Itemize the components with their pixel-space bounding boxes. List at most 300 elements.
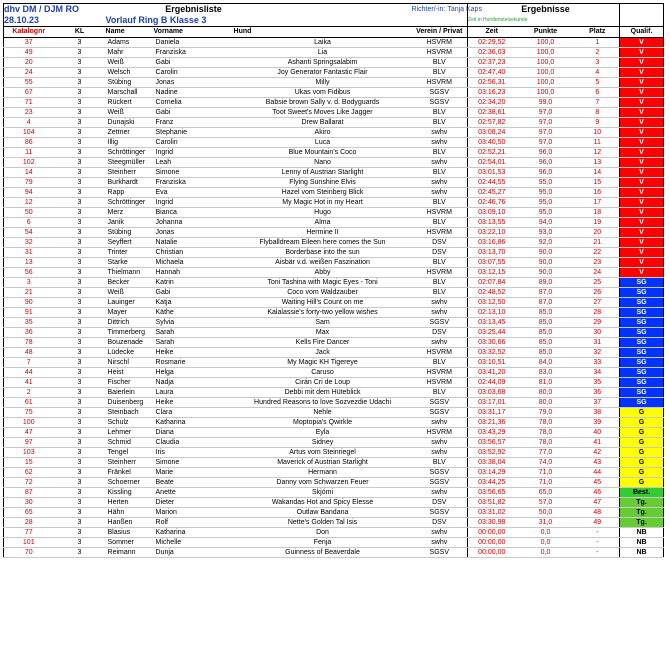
qualification-badge: SG bbox=[620, 278, 664, 288]
time-cell: 03:43,29 bbox=[468, 428, 516, 438]
class-cell: 3 bbox=[54, 408, 106, 418]
table-row bbox=[4, 378, 664, 388]
club-cell: BLV bbox=[412, 148, 468, 158]
dog-name: My Magic KH Tigereye bbox=[234, 358, 412, 368]
time-cell: 02:54,01 bbox=[468, 158, 516, 168]
time-cell: 02:46,76 bbox=[468, 198, 516, 208]
points-cell: 85,0 bbox=[516, 318, 576, 328]
time-cell: 03:52,92 bbox=[468, 448, 516, 458]
time-cell: 02:07,84 bbox=[468, 278, 516, 288]
qualification-badge: G bbox=[620, 448, 664, 458]
col-platz: Platz bbox=[576, 27, 620, 38]
time-cell: 03:25,44 bbox=[468, 328, 516, 338]
qualification-badge: V bbox=[620, 248, 664, 258]
class-cell: 3 bbox=[54, 358, 106, 368]
first-name: Nadja bbox=[154, 378, 234, 388]
catalog-number: 4 bbox=[4, 118, 54, 128]
time-cell: 03:56,57 bbox=[468, 438, 516, 448]
points-cell: 97,0 bbox=[516, 108, 576, 118]
time-cell: 03:14,29 bbox=[468, 468, 516, 478]
club-cell: swhv bbox=[412, 438, 468, 448]
qualification-badge: V bbox=[620, 188, 664, 198]
points-cell: 65,0 bbox=[516, 488, 576, 498]
table-row bbox=[4, 268, 664, 278]
qualification-badge: G bbox=[620, 438, 664, 448]
time-cell: 03:12,15 bbox=[468, 268, 516, 278]
qualification-badge: V bbox=[620, 118, 664, 128]
place-cell: 24 bbox=[576, 268, 620, 278]
dog-name: Jack bbox=[234, 348, 412, 358]
dog-name: Sidney bbox=[234, 438, 412, 448]
time-cell: 03:08,24 bbox=[468, 128, 516, 138]
dog-name: Sam bbox=[234, 318, 412, 328]
first-name: Michelle bbox=[154, 538, 234, 548]
table-row bbox=[4, 408, 664, 418]
time-cell: 00:00,00 bbox=[468, 538, 516, 548]
table-row bbox=[4, 118, 664, 128]
club-cell: swhv bbox=[412, 178, 468, 188]
col-name: Name bbox=[106, 27, 154, 38]
club-cell: SGSV bbox=[412, 398, 468, 408]
place-cell: - bbox=[576, 548, 620, 558]
place-cell: 5 bbox=[576, 78, 620, 88]
last-name: Seyffert bbox=[106, 238, 154, 248]
points-cell: 87,0 bbox=[516, 288, 576, 298]
class-cell: 3 bbox=[54, 118, 106, 128]
points-cell: 31,0 bbox=[516, 518, 576, 528]
place-cell: 42 bbox=[576, 448, 620, 458]
place-cell: 48 bbox=[576, 508, 620, 518]
catalog-number: 3 bbox=[4, 278, 54, 288]
last-name: Steinbach bbox=[106, 408, 154, 418]
dog-name: Babsie brown Sally v. d. Bodyguards bbox=[234, 98, 412, 108]
first-name: Ingrid bbox=[154, 198, 234, 208]
time-cell: 03:07,55 bbox=[468, 258, 516, 268]
catalog-number: 54 bbox=[4, 228, 54, 238]
catalog-number: 6 bbox=[4, 218, 54, 228]
dog-name: Artus vom Steinriegel bbox=[234, 448, 412, 458]
class-cell: 3 bbox=[54, 178, 106, 188]
last-name: Sommer bbox=[106, 538, 154, 548]
club-cell: HSVRM bbox=[412, 228, 468, 238]
place-cell: 45 bbox=[576, 478, 620, 488]
time-cell: 03:44,25 bbox=[468, 478, 516, 488]
time-cell: 03:32,52 bbox=[468, 348, 516, 358]
class-cell: 3 bbox=[54, 538, 106, 548]
first-name: Gabi bbox=[154, 58, 234, 68]
first-name: Gabi bbox=[154, 108, 234, 118]
table-row bbox=[4, 208, 664, 218]
event-date: 28.10.23 bbox=[4, 15, 106, 27]
first-name: Heike bbox=[154, 398, 234, 408]
last-name: Nirschl bbox=[106, 358, 154, 368]
place-cell: 11 bbox=[576, 138, 620, 148]
table-row bbox=[4, 168, 664, 178]
table-row bbox=[4, 88, 664, 98]
col-vorname: Vorname bbox=[154, 27, 234, 38]
qualification-badge: V bbox=[620, 178, 664, 188]
place-cell: 47 bbox=[576, 498, 620, 508]
dog-name: Joy Generator Fantastic Flair bbox=[234, 68, 412, 78]
class-cell: 3 bbox=[54, 68, 106, 78]
time-cell: 02:48,52 bbox=[468, 288, 516, 298]
club-cell: BLV bbox=[412, 278, 468, 288]
catalog-number: 28 bbox=[4, 518, 54, 528]
dog-name: Caruso bbox=[234, 368, 412, 378]
qualification-badge: V bbox=[620, 198, 664, 208]
points-cell: 71,0 bbox=[516, 468, 576, 478]
qualification-badge: SG bbox=[620, 388, 664, 398]
last-name: Baierlein bbox=[106, 388, 154, 398]
last-name: Fränkel bbox=[106, 468, 154, 478]
first-name: Gabi bbox=[154, 288, 234, 298]
points-cell: 96,0 bbox=[516, 148, 576, 158]
table-row bbox=[4, 188, 664, 198]
first-name: Rolf bbox=[154, 518, 234, 528]
last-name: Merz bbox=[106, 208, 154, 218]
place-cell: 43 bbox=[576, 458, 620, 468]
qualification-badge: SG bbox=[620, 368, 664, 378]
time-cell: 03:30,98 bbox=[468, 518, 516, 528]
points-cell: 89,0 bbox=[516, 278, 576, 288]
place-cell: 20 bbox=[576, 228, 620, 238]
time-cell: 03:13,55 bbox=[468, 218, 516, 228]
catalog-number: 102 bbox=[4, 158, 54, 168]
table-row bbox=[4, 108, 664, 118]
table-row bbox=[4, 158, 664, 168]
club-cell: BLV bbox=[412, 68, 468, 78]
points-cell: 93,0 bbox=[516, 228, 576, 238]
dog-name: Abby bbox=[234, 268, 412, 278]
place-cell: 3 bbox=[576, 58, 620, 68]
time-cell: 03:13,70 bbox=[468, 248, 516, 258]
club-cell: HSVRM bbox=[412, 48, 468, 58]
table-row bbox=[4, 358, 664, 368]
last-name: Mayer bbox=[106, 308, 154, 318]
club-cell: swhv bbox=[412, 418, 468, 428]
points-cell: 80,0 bbox=[516, 388, 576, 398]
points-cell: 90,0 bbox=[516, 268, 576, 278]
table-row bbox=[4, 78, 664, 88]
first-name: Natalie bbox=[154, 238, 234, 248]
qualification-badge: V bbox=[620, 218, 664, 228]
catalog-number: 62 bbox=[4, 468, 54, 478]
dog-name: Wakandas Hot and Spicy Elesse bbox=[234, 498, 412, 508]
first-name: Marion bbox=[154, 508, 234, 518]
qualification-badge: SG bbox=[620, 398, 664, 408]
first-name: Jonas bbox=[154, 78, 234, 88]
first-name: Katja bbox=[154, 298, 234, 308]
place-cell: 14 bbox=[576, 168, 620, 178]
dog-name: Guinness of Beaverdale bbox=[234, 548, 412, 558]
class-cell: 3 bbox=[54, 438, 106, 448]
table-row bbox=[4, 498, 664, 508]
time-cell: 03:51,82 bbox=[468, 498, 516, 508]
points-cell: 87,0 bbox=[516, 298, 576, 308]
col-zeit: Zeit bbox=[468, 27, 516, 38]
dog-name: Nehle bbox=[234, 408, 412, 418]
first-name: Bianca bbox=[154, 208, 234, 218]
col-qualif: Qualif. bbox=[620, 27, 664, 38]
qualification-badge: V bbox=[620, 78, 664, 88]
table-row bbox=[4, 538, 664, 548]
time-cell: 03:22,10 bbox=[468, 228, 516, 238]
class-cell: 3 bbox=[54, 188, 106, 198]
class-cell: 3 bbox=[54, 308, 106, 318]
club-cell: BLV bbox=[412, 258, 468, 268]
catalog-number: 101 bbox=[4, 538, 54, 548]
place-cell: 18 bbox=[576, 208, 620, 218]
first-name: Heike bbox=[154, 348, 234, 358]
qualification-badge: V bbox=[620, 38, 664, 48]
last-name: Lehmer bbox=[106, 428, 154, 438]
class-cell: 3 bbox=[54, 468, 106, 478]
catalog-number: 2 bbox=[4, 388, 54, 398]
dog-name: Borderbase into the sun bbox=[234, 248, 412, 258]
first-name: Sarah bbox=[154, 328, 234, 338]
first-name: Carolin bbox=[154, 68, 234, 78]
club-cell: SGSV bbox=[412, 88, 468, 98]
last-name: Schröttinger bbox=[106, 198, 154, 208]
dog-name: Akiro bbox=[234, 128, 412, 138]
dog-name: Alma bbox=[234, 218, 412, 228]
dog-name: Blue Mountain's Coco bbox=[234, 148, 412, 158]
club-cell: swhv bbox=[412, 128, 468, 138]
place-cell: 4 bbox=[576, 68, 620, 78]
table-row bbox=[4, 348, 664, 358]
place-cell: 36 bbox=[576, 388, 620, 398]
last-name: Marschall bbox=[106, 88, 154, 98]
dog-name: Max bbox=[234, 328, 412, 338]
class-cell: 3 bbox=[54, 238, 106, 248]
catalog-number: 32 bbox=[4, 238, 54, 248]
points-cell: 100,0 bbox=[516, 68, 576, 78]
time-cell: 03:40,50 bbox=[468, 138, 516, 148]
last-name: Steinherr bbox=[106, 168, 154, 178]
first-name: Iris bbox=[154, 448, 234, 458]
table-row bbox=[4, 228, 664, 238]
first-name: Eva bbox=[154, 188, 234, 198]
last-name: Dittrich bbox=[106, 318, 154, 328]
dog-name: Lenny of Austrian Starlight bbox=[234, 168, 412, 178]
last-name: Trinter bbox=[106, 248, 154, 258]
club-cell: HSVRM bbox=[412, 38, 468, 48]
table-row bbox=[4, 278, 664, 288]
first-name: Nadine bbox=[154, 88, 234, 98]
catalog-number: 61 bbox=[4, 398, 54, 408]
place-cell: 6 bbox=[576, 88, 620, 98]
place-cell: 28 bbox=[576, 308, 620, 318]
club-cell: DSV bbox=[412, 498, 468, 508]
class-cell: 3 bbox=[54, 388, 106, 398]
catalog-number: 47 bbox=[4, 428, 54, 438]
dog-name: Hermann bbox=[234, 468, 412, 478]
club-cell: swhv bbox=[412, 188, 468, 198]
qualification-badge: SG bbox=[620, 318, 664, 328]
table-row bbox=[4, 388, 664, 398]
time-cell: 03:01,53 bbox=[468, 168, 516, 178]
class-cell: 3 bbox=[54, 48, 106, 58]
class-cell: 3 bbox=[54, 78, 106, 88]
class-cell: 3 bbox=[54, 328, 106, 338]
dog-name: Hundred Reasons to love Sozvezdie Udachi bbox=[234, 398, 412, 408]
qualification-badge: V bbox=[620, 238, 664, 248]
first-name: Beate bbox=[154, 478, 234, 488]
time-cell: 02:37,23 bbox=[468, 58, 516, 68]
points-cell: 0,0 bbox=[516, 548, 576, 558]
last-name: Schröttinger bbox=[106, 148, 154, 158]
qualification-badge: SG bbox=[620, 288, 664, 298]
club-cell: HSVRM bbox=[412, 208, 468, 218]
first-name: Rosmarie bbox=[154, 358, 234, 368]
catalog-number: 72 bbox=[4, 478, 54, 488]
qualification-badge: V bbox=[620, 148, 664, 158]
qualification-badge: V bbox=[620, 168, 664, 178]
class-cell: 3 bbox=[54, 138, 106, 148]
first-name: Franziska bbox=[154, 178, 234, 188]
class-cell: 3 bbox=[54, 448, 106, 458]
catalog-number: 104 bbox=[4, 128, 54, 138]
catalog-number: 86 bbox=[4, 138, 54, 148]
place-cell: 49 bbox=[576, 518, 620, 528]
event-subtitle: Vorlauf Ring B Klasse 3 bbox=[106, 15, 412, 27]
club-cell: BLV bbox=[412, 108, 468, 118]
dog-name: Don bbox=[234, 528, 412, 538]
points-cell: 84,0 bbox=[516, 358, 576, 368]
points-cell: 85,0 bbox=[516, 348, 576, 358]
table-row bbox=[4, 138, 664, 148]
dog-name: Drew Ballarat bbox=[234, 118, 412, 128]
last-name: Burkhardt bbox=[106, 178, 154, 188]
place-cell: 33 bbox=[576, 358, 620, 368]
last-name: Kissling bbox=[106, 488, 154, 498]
first-name: Dunja bbox=[154, 548, 234, 558]
time-cell: 03:16,86 bbox=[468, 238, 516, 248]
time-cell: 03:13,45 bbox=[468, 318, 516, 328]
first-name: Sarah bbox=[154, 338, 234, 348]
dog-name: Toni Tashina with Magic Eyes - Toni bbox=[234, 278, 412, 288]
last-name: Bouzenade bbox=[106, 338, 154, 348]
qualification-badge: G bbox=[620, 408, 664, 418]
last-name: Lauinger bbox=[106, 298, 154, 308]
table-row bbox=[4, 128, 664, 138]
place-cell: 32 bbox=[576, 348, 620, 358]
dog-name: Kells Fire Dancer bbox=[234, 338, 412, 348]
dog-name: Nano bbox=[234, 158, 412, 168]
last-name: Herten bbox=[106, 498, 154, 508]
table-row bbox=[4, 338, 664, 348]
place-cell: 23 bbox=[576, 258, 620, 268]
place-cell: 17 bbox=[576, 198, 620, 208]
first-name: Christian bbox=[154, 248, 234, 258]
place-cell: 29 bbox=[576, 318, 620, 328]
dog-name: Toot Sweet's Moves Like Jagger bbox=[234, 108, 412, 118]
club-cell: BLV bbox=[412, 168, 468, 178]
judge-name: Tanja Kaps bbox=[447, 6, 482, 13]
place-cell: 44 bbox=[576, 468, 620, 478]
catalog-number: 100 bbox=[4, 418, 54, 428]
club-cell: DSV bbox=[412, 248, 468, 258]
club-cell: SGSV bbox=[412, 508, 468, 518]
table-row bbox=[4, 448, 664, 458]
class-cell: 3 bbox=[54, 528, 106, 538]
catalog-number: 13 bbox=[4, 258, 54, 268]
points-cell: 100,0 bbox=[516, 58, 576, 68]
class-cell: 3 bbox=[54, 478, 106, 488]
qualification-badge: V bbox=[620, 208, 664, 218]
club-cell: swhv bbox=[412, 308, 468, 318]
class-cell: 3 bbox=[54, 58, 106, 68]
last-name: Starke bbox=[106, 258, 154, 268]
last-name: Hanßen bbox=[106, 518, 154, 528]
dog-name: Waiting Hill's Count on me bbox=[234, 298, 412, 308]
qualification-badge: Best. bbox=[620, 488, 664, 498]
table-row bbox=[4, 218, 664, 228]
catalog-number: 44 bbox=[4, 368, 54, 378]
catalog-number: 97 bbox=[4, 438, 54, 448]
last-name: Fischer bbox=[106, 378, 154, 388]
club-cell: SGSV bbox=[412, 478, 468, 488]
club-cell: DSV bbox=[412, 328, 468, 338]
time-cell: 03:10,51 bbox=[468, 358, 516, 368]
club-cell: BLV bbox=[412, 288, 468, 298]
table-row bbox=[4, 148, 664, 158]
qualification-badge: Tg. bbox=[620, 518, 664, 528]
qualification-badge: SG bbox=[620, 328, 664, 338]
class-cell: 3 bbox=[54, 348, 106, 358]
first-name: Katharina bbox=[154, 418, 234, 428]
table-row bbox=[4, 478, 664, 488]
time-cell: 03:30,66 bbox=[468, 338, 516, 348]
points-cell: 83,0 bbox=[516, 368, 576, 378]
dog-name: Nette's Golden Tal Isis bbox=[234, 518, 412, 528]
club-cell: swhv bbox=[412, 448, 468, 458]
col-katalognr: Katalognr bbox=[4, 27, 54, 38]
table-row bbox=[4, 418, 664, 428]
table-row bbox=[4, 258, 664, 268]
first-name: Katharina bbox=[154, 528, 234, 538]
first-name: Helga bbox=[154, 368, 234, 378]
place-cell: 9 bbox=[576, 118, 620, 128]
catalog-number: 55 bbox=[4, 78, 54, 88]
first-name: Michaela bbox=[154, 258, 234, 268]
time-cell: 03:41,20 bbox=[468, 368, 516, 378]
club-cell: swhv bbox=[412, 538, 468, 548]
last-name: Welsch bbox=[106, 68, 154, 78]
table-row bbox=[4, 458, 664, 468]
table-row bbox=[4, 238, 664, 248]
first-name: Franziska bbox=[154, 48, 234, 58]
first-name: Katrin bbox=[154, 278, 234, 288]
table-row bbox=[4, 248, 664, 258]
class-cell: 3 bbox=[54, 428, 106, 438]
time-cell: 03:21,36 bbox=[468, 418, 516, 428]
qualification-badge: V bbox=[620, 128, 664, 138]
table-row bbox=[4, 488, 664, 498]
points-cell: 100,0 bbox=[516, 38, 576, 48]
first-name: Carolin bbox=[154, 138, 234, 148]
qualification-badge: Tg. bbox=[620, 498, 664, 508]
catalog-number: 77 bbox=[4, 528, 54, 538]
dog-name: Milly bbox=[234, 78, 412, 88]
class-cell: 3 bbox=[54, 418, 106, 428]
col-hund: Hund bbox=[234, 27, 412, 38]
qualification-badge: V bbox=[620, 98, 664, 108]
class-cell: 3 bbox=[54, 198, 106, 208]
qualification-badge: V bbox=[620, 258, 664, 268]
dog-name: Aisbär v.d. weißen Faszination bbox=[234, 258, 412, 268]
class-cell: 3 bbox=[54, 218, 106, 228]
